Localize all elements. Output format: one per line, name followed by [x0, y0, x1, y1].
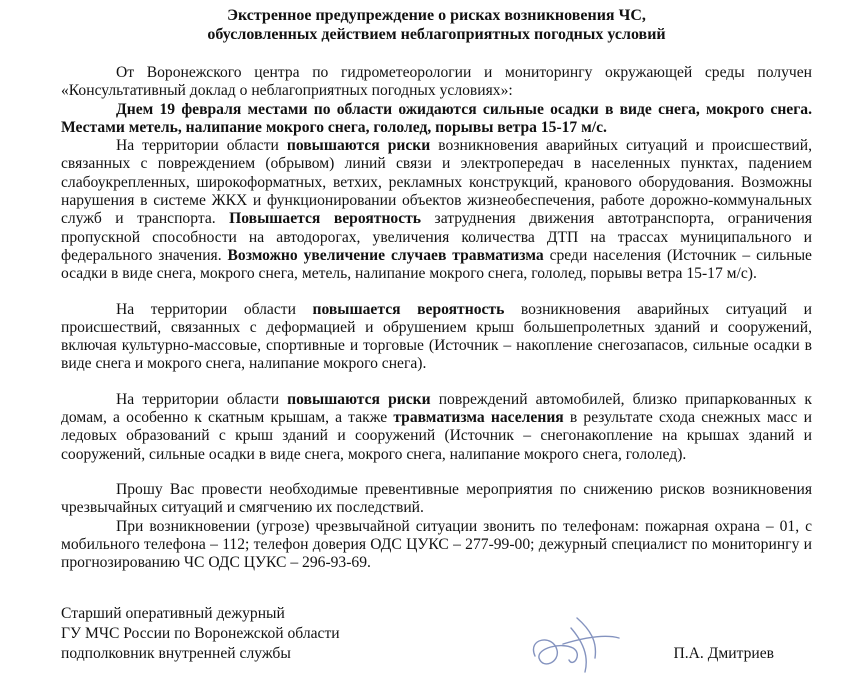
p2-text-1: На территории области	[116, 300, 313, 318]
p1-bold-3: Возможно увеличение случаев травматизма	[227, 246, 544, 264]
forecast-paragraph: Днем 19 февраля местами по области ожидаются сильные осадки в виде снега, мокрого снега. Местами метель, налипание мокрого снега, гололед, порывы ветра 15-17 м/с.	[61, 100, 812, 136]
p1-text-3: затруднения движения автотранспорта, ограничения пропускной способности на автодорогах, увеличения количества ДТП на трассах муниципального и федерального значения.	[61, 210, 812, 264]
p2-bold-1: повышается вероятность	[312, 300, 505, 318]
paragraph-snow-from-roofs	[61, 391, 812, 464]
p3-bold-2: травматизма населения	[393, 409, 564, 427]
p1-text-4: среди населения (Источник – сильные осадки в виде снега, мокрого снега, метель, налипание мокрого снега, гололед, порывы ветра 15-17 м/с).	[61, 246, 812, 283]
intro-paragraph: От Воронежского центра по гидрометеорологии и мониторингу окружающей среды получен «Консультативный доклад о неблагоприятных погодных условиях»:	[61, 64, 812, 100]
p3-text-2: повреждений автомобилей, близко припаркованных к домам, а особенно к скатным крышам, а также	[61, 390, 812, 427]
p1-bold-1: повышаются риски	[286, 137, 431, 155]
title-line-1: Экстренное предупреждение о рисках возникновения ЧС,	[227, 7, 646, 24]
p3-bold-1: повышаются риски	[287, 390, 431, 408]
handwritten-signature	[513, 598, 633, 678]
signatory-name: П.А. Дмитриев	[673, 645, 774, 662]
paragraph-roof-collapse	[61, 301, 812, 374]
signature-block	[61, 604, 812, 664]
title-line-2: обусловленных действием неблагоприятных погодных условий	[207, 26, 666, 43]
paragraph-phones: При возникновении (угрозе) чрезвычайной ситуации звонить по телефонам: пожарная охрана – 01, с мобильного телефона – 112; телефон доверия ОДС ЦУКС – 277-99-00; дежурный специалист по мониторингу и прогнозированию ЧС ОДС ЦУКС – 296-93-69.	[61, 517, 812, 572]
paragraph-power-lines	[61, 137, 812, 283]
p1-text-2: возникновения аварийных ситуаций и происшествий, связанных с повреждением (обрывом) линий связи и электропередач в населенных пунктах, падением слабоукрепленных, широкоформатных, ветхих, рекламных конструкций, кранового оборудования. Возможны нарушения в системе ЖКХ и функционировании объектов жизнеобеспечения, работе дорожно-коммунальных служб и транспорта.	[61, 137, 812, 228]
signatory-line-3: подполковник внутренней службы	[61, 645, 291, 662]
p3-text-3: в результате схода снежных масс и ледовых образований с крыш зданий и сооружений (Источник – снегонакопление на крышах зданий и сооружений, сильные осадки в виде снега, мокрого снега, налипание мокрого снега, гололед).	[61, 409, 812, 463]
p1-text-1: На территории области	[116, 137, 287, 155]
document-title	[61, 6, 812, 44]
signatory-line-2: ГУ МЧС России по Воронежской области	[61, 625, 340, 642]
signatory-line-1: Старший оперативный дежурный	[61, 605, 285, 622]
p1-bold-2: Повышается вероятность	[229, 210, 422, 228]
p2-text-2: возникновения аварийных ситуаций и происшествий, связанных с деформацией и обрушением крыш большепролетных зданий и сооружений, включая культурно-массовые, спортивные и торговые (Источник – накопление снегозапасов, сильные осадки в виде снега и мокрого снега, налипание мокрого снега).	[61, 300, 813, 373]
p3-text-1: На территории области	[116, 390, 288, 408]
paragraph-request: Прошу Вас провести необходимые превентивные мероприятия по снижению рисков возникновения чрезвычайных ситуаций и смягчению их последствий.	[61, 480, 812, 517]
